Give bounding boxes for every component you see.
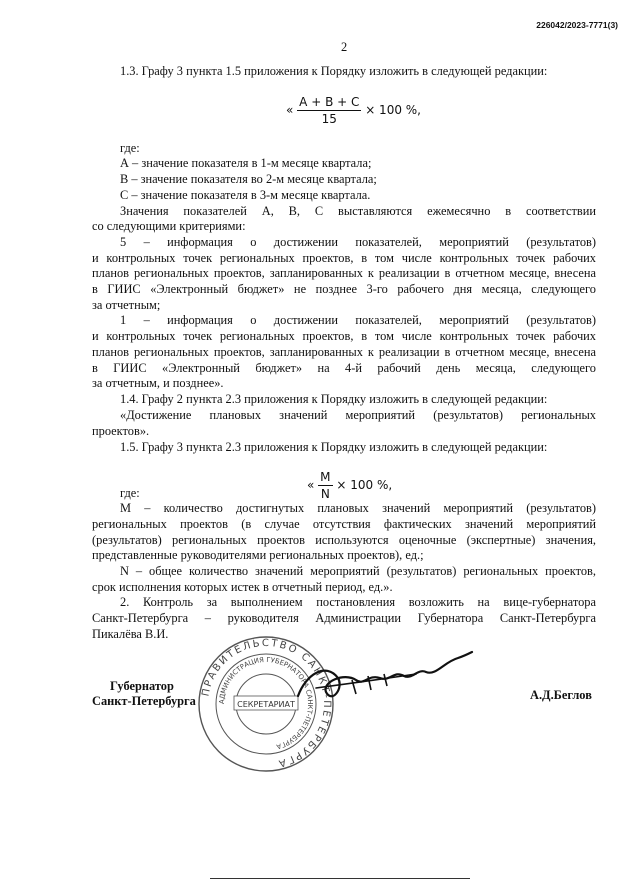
definition-m-line: (результатов) региональных проектов используются оценочные (экспертные) значения, — [92, 533, 596, 547]
handwritten-signature — [286, 644, 476, 714]
formula-1-tail: × 100 %, — [365, 103, 421, 117]
signatory-name: А.Д.Беглов — [530, 688, 592, 702]
formula-2-fraction — [318, 469, 332, 502]
definition-b: В – значение показателя во 2-м месяце квартала; — [120, 172, 377, 186]
criterion-5-line: за отчетным; — [92, 298, 161, 312]
svg-text:АДМИНИСТРАЦИЯ ГУБЕРНАТОРА САНК: АДМИНИСТРАЦИЯ ГУБЕРНАТОРА САНКТ-ПЕТЕРБУРГА — [217, 655, 315, 751]
formula-2-open: « — [307, 478, 315, 492]
formula-2 — [307, 469, 392, 502]
formula-1-denominator: 15 — [321, 112, 337, 126]
signatory-title: Губернатор — [110, 679, 174, 693]
item-1-3: 1.3. Графу 3 пункта 1.5 приложения к Порядку изложить в следующей редакции: — [120, 64, 548, 78]
doc-number: 226042/2023-7771(3) — [536, 20, 618, 30]
criterion-5-line: планов региональных проектов, запланированных к реализации в отчетном месяце, внесена — [92, 266, 596, 280]
definition-m-line: М – количество достигнутых плановых значений мероприятий (результатов) — [120, 501, 596, 515]
svg-text:ПРАВИТЕЛЬСТВО САНКТ-ПЕТЕРБУРГА: ПРАВИТЕЛЬСТВО САНКТ-ПЕТЕРБУРГА — [200, 637, 333, 769]
formula-1-numerator: A + B + C — [299, 95, 360, 109]
item-1-4-text-line: проектов». — [92, 424, 150, 438]
values-paragraph-line: Значения показателей А, В, С выставляются ежемесячно в соответствии — [120, 204, 596, 218]
item-1-4: 1.4. Графу 2 пункта 2.3 приложения к Порядку изложить в следующей редакции: — [120, 392, 548, 406]
formula-2-denominator: N — [320, 487, 330, 501]
criterion-1-line: в ГИИС «Электронный бюджет» на 4-й рабочий день месяца, следующего — [92, 361, 596, 375]
item-2-line: Пикалёва В.И. — [92, 627, 169, 641]
svg-text:СЕКРЕТАРИАТ: СЕКРЕТАРИАТ — [237, 700, 295, 709]
formula-1 — [286, 94, 421, 127]
values-paragraph-line: со следующими критериями: — [92, 219, 246, 233]
criterion-5-line: 5 – информация о достижении показателей, мероприятий (результатов) — [120, 235, 596, 249]
page-number: 2 — [341, 40, 348, 54]
definition-a: А – значение показателя в 1-м месяце квартала; — [120, 156, 372, 170]
item-2-line: 2. Контроль за выполнением постановления возложить на вице-губернатора — [120, 595, 596, 609]
formula-1-open: « — [286, 103, 294, 117]
criterion-5-line: и контрольных точек региональных проектов, в том числе контрольных точек рабочих — [92, 251, 596, 265]
criterion-5-line: в ГИИС «Электронный бюджет» не позднее 3-го рабочего дня месяца, следующего — [92, 282, 596, 296]
criterion-1-line: и контрольных точек региональных проектов, в том числе контрольных точек рабочих — [92, 329, 596, 343]
bottom-rule — [210, 878, 470, 879]
formula-2-numerator: M — [320, 470, 331, 484]
formula-1-fraction — [297, 94, 361, 127]
definition-c: С – значение показателя в 3-м месяце квартала. — [120, 188, 371, 202]
definition-m-line: региональных проектов (в случае отсутствия фактических значений мероприятий — [92, 517, 596, 531]
definition-n-line: N – общее количество значений мероприятий (результатов) региональных проектов, — [120, 564, 596, 578]
criterion-1-line: за отчетным, и позднее». — [92, 376, 224, 390]
definition-n-line: срок исполнения которых истек в отчетный период, ед.». — [92, 580, 393, 594]
formula-2-tail: × 100 %, — [336, 478, 393, 492]
signatory-title-city: Санкт-Петербурга — [92, 694, 196, 708]
item-2-line: Санкт-Петербурга – руководителя Администрации Губернатора Санкт-Петербурга — [92, 611, 596, 625]
item-1-5: 1.5. Графу 3 пункта 2.3 приложения к Порядку изложить в следующей редакции: — [120, 440, 548, 454]
where-label-2: где: — [120, 486, 140, 500]
criterion-1-line: 1 – информация о достижении показателей, мероприятий (результатов) — [120, 313, 596, 327]
item-1-4-text-line: «Достижение плановых значений мероприятий (результатов) региональных — [120, 408, 596, 422]
criterion-1-line: планов региональных проектов, запланированных к реализации в отчетном месяце, внесена — [92, 345, 596, 359]
where-label-1: где: — [120, 141, 140, 155]
definition-m-line: представленные руководителями региональных проектов), ед.; — [92, 548, 424, 562]
